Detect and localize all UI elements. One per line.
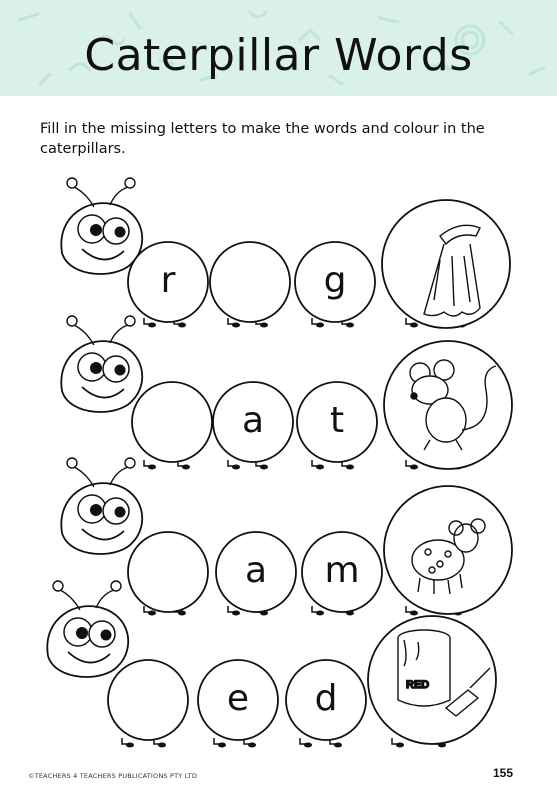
caterpillar-head-icon (61, 178, 142, 274)
letter-circle[interactable] (128, 532, 208, 612)
caterpillar-2 (61, 316, 512, 470)
caterpillar-1 (61, 178, 510, 328)
letter-text: g (323, 260, 347, 301)
caterpillar-worksheet (0, 160, 557, 760)
letter-circle[interactable] (108, 660, 188, 740)
page-title: Caterpillar Words (84, 30, 473, 81)
letter-text: m (324, 550, 360, 591)
tin-label: RED (406, 679, 430, 691)
letter-text: a (241, 400, 265, 441)
caterpillar-head-icon (61, 458, 142, 554)
picture-circle (382, 200, 510, 328)
letter-text: r (160, 260, 176, 301)
caterpillar-head-icon (47, 581, 128, 677)
caterpillar-3 (61, 458, 512, 616)
letter-text: e (226, 678, 250, 719)
caterpillar-head-icon (61, 316, 142, 412)
letter-text: t (329, 400, 345, 441)
letter-text: a (244, 550, 268, 591)
page-number: 155 (492, 766, 513, 780)
copyright-text: ©TEACHERS 4 TEACHERS PUBLICATIONS PTY LTD (28, 772, 198, 780)
header-band (0, 0, 557, 96)
instructions-text: Fill in the missing letters to make the words and colour in the caterpillars. (40, 121, 485, 157)
letter-text: d (314, 678, 338, 719)
letter-circle[interactable] (210, 242, 290, 322)
letter-circle[interactable] (132, 382, 212, 462)
